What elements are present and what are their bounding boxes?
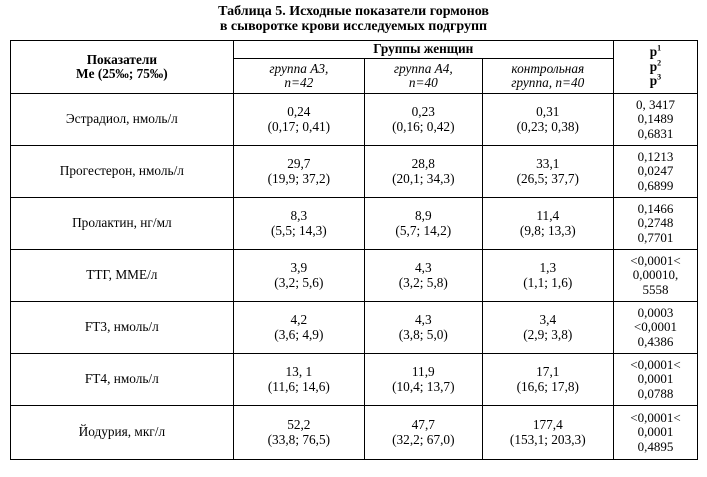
- indicator-cell: FT4, нмоль/л: [11, 354, 234, 406]
- p-sup: 2: [657, 58, 662, 68]
- indicator-header-line2: Me (25‰; 75‰): [76, 66, 168, 81]
- table-caption-line1: Таблица 5. Исходные показатели гормонов: [218, 4, 489, 19]
- p-label: p: [649, 44, 658, 60]
- group-a4-cell: 28,8 (20,1; 34,3): [364, 146, 482, 198]
- group-a4-cell: 4,3 (3,2; 5,8): [364, 250, 482, 302]
- table-caption: [0, 4, 707, 34]
- p-values-cell: <0,0001< 0,0001 0,0788: [613, 354, 697, 406]
- p-values-cell: 0,1213 0,0247 0,6899: [613, 146, 697, 198]
- p-values-cell: 0,0003 <0,0001 0,4386: [613, 302, 697, 354]
- p-label: p: [649, 58, 658, 74]
- groups-header: Группы женщин: [233, 41, 613, 59]
- group-a3-cell: 29,7 (19,9; 37,2): [233, 146, 364, 198]
- table-row: [11, 406, 698, 460]
- table-row: [11, 354, 698, 406]
- control-cell: 11,4 (9,8; 13,3): [482, 198, 613, 250]
- group-a4-cell: 0,23 (0,16; 0,42): [364, 94, 482, 146]
- table-row: [11, 146, 698, 198]
- indicator-cell: Эстрадиол, нмоль/л: [11, 94, 234, 146]
- p-sup: 3: [657, 72, 662, 82]
- table-row: [11, 94, 698, 146]
- group-a3-header: группа А3, n=42: [233, 59, 364, 94]
- indicator-cell: Пролактин, нг/мл: [11, 198, 234, 250]
- indicator-header-line1: Показатели: [86, 51, 157, 67]
- indicator-cell: Прогестерон, нмоль/л: [11, 146, 234, 198]
- p-values-cell: 0,1466 0,2748 0,7701: [613, 198, 697, 250]
- group-a3-cell: 13, 1 (11,6; 14,6): [233, 354, 364, 406]
- control-cell: 3,4 (2,9; 3,8): [482, 302, 613, 354]
- hormones-table: [10, 40, 698, 460]
- control-cell: 177,4 (153,1; 203,3): [482, 406, 613, 460]
- p-values-cell: <0,0001< 0,00010, 5558: [613, 250, 697, 302]
- table-row: [11, 250, 698, 302]
- group-a3-cell: 52,2 (33,8; 76,5): [233, 406, 364, 460]
- indicator-cell: ТТГ, ММЕ/л: [11, 250, 234, 302]
- indicator-cell: FT3, нмоль/л: [11, 302, 234, 354]
- p-values-cell: 0, 3417 0,1489 0,6831: [613, 94, 697, 146]
- group-a3-cell: 0,24 (0,17; 0,41): [233, 94, 364, 146]
- indicator-cell: Йодурия, мкг/л: [11, 406, 234, 460]
- p-values-cell: <0,0001< 0,0001 0,4895: [613, 406, 697, 460]
- control-cell: 0,31 (0,23; 0,38): [482, 94, 613, 146]
- table-row: [11, 302, 698, 354]
- group-a4-cell: 4,3 (3,8; 5,0): [364, 302, 482, 354]
- group-a4-cell: 47,7 (32,2; 67,0): [364, 406, 482, 460]
- p-label: p: [649, 73, 658, 89]
- group-a4-header: группа А4, n=40: [364, 59, 482, 94]
- control-cell: 17,1 (16,6; 17,8): [482, 354, 613, 406]
- table-row: [11, 198, 698, 250]
- group-a3-cell: 3,9 (3,2; 5,6): [233, 250, 364, 302]
- table-caption-line2: в сыворотке крови исследуемых подгрупп: [219, 19, 488, 34]
- control-cell: 1,3 (1,1; 1,6): [482, 250, 613, 302]
- control-cell: 33,1 (26,5; 37,7): [482, 146, 613, 198]
- p-values-header: [613, 41, 697, 94]
- group-a4-cell: 8,9 (5,7; 14,2): [364, 198, 482, 250]
- group-a3-cell: 8,3 (5,5; 14,3): [233, 198, 364, 250]
- indicator-header: [11, 41, 234, 94]
- p-sup: 1: [657, 43, 662, 53]
- control-group-header: контрольная группа, n=40: [482, 59, 613, 94]
- group-a4-cell: 11,9 (10,4; 13,7): [364, 354, 482, 406]
- group-a3-cell: 4,2 (3,6; 4,9): [233, 302, 364, 354]
